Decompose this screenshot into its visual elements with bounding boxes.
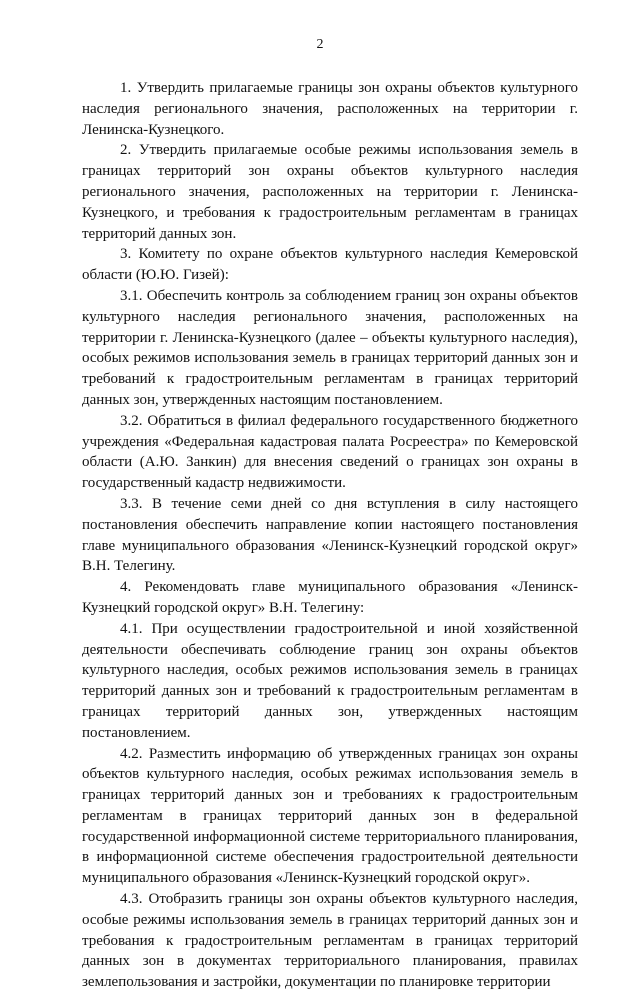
paragraph-1: 1. Утвердить прилагаемые границы зон охраны объектов культурного наследия регионального значения, расположенных на территории г. Ленинска-Кузнецкого.	[82, 80, 578, 138]
paragraph-4-2: 4.2. Разместить информацию об утвержденных границах зон охраны объектов культурного наследия, особых режимах использования земель в границах территорий данных зон и требованиях к градостроительным регламентам в границах территорий данных зон в федеральной государственной информационной системе территориального планирования, в информационной системе обеспечения градостроительной деятельности муниципального образования «Ленинск-Кузнецкий городской округ».	[82, 745, 578, 887]
paragraph-3-2: 3.2. Обратиться в филиал федерального государственного бюджетного учреждения «Федеральная кадастровая палата Росреестра» по Кемеровской области (А.Ю. Занкин) для внесения сведений о границах зон охраны в государственный кадастр недвижимости.	[82, 412, 578, 492]
paragraph-2: 2. Утвердить прилагаемые особые режимы использования земель в границах территорий зон охраны объектов культурного наследия регионального значения, расположенных на территории г. Ленинска-Кузнецкого, и требования к градостроительным регламентам в границах территорий данных зон.	[82, 142, 578, 242]
paragraph-3-3: 3.3. В течение семи дней со дня вступления в силу настоящего постановления обеспечить направление копии настоящего постановления главе муниципального образования «Ленинск-Кузнецкий городской округ» В.Н. Телегину.	[82, 495, 578, 575]
paragraph-4-3: 4.3. Отобразить границы зон охраны объектов культурного наследия, особые режимы использования земель в границах территорий данных зон и требования к градостроительным регламентам в границах территорий данных зон в документах территориального планирования, правилах землепользования и застройки, документации по планировке территории	[82, 891, 578, 991]
page-number: 2	[316, 37, 324, 52]
paragraph-4-1: 4.1. При осуществлении градостроительной и иной хозяйственной деятельности обеспечивать соблюдение границ зон охраны объектов культурного наследия, особых режимов использования земель в границах территорий данных зон и требований к градостроительным регламентам в границах территорий данных зон, утвержденных настоящим постановлением.	[82, 620, 578, 741]
paragraph-3: 3. Комитету по охране объектов культурного наследия Кемеровской области (Ю.Ю. Гизей):	[82, 246, 578, 284]
paragraph-3-1: 3.1. Обеспечить контроль за соблюдением границ зон охраны объектов культурного наследия регионального значения, расположенных на территории г. Ленинска-Кузнецкого (далее – объекты культурного наследия), особых режимов использования земель в границах территорий данных зон и требований к градостроительным регламентам в границах территорий данных зон, утвержденных настоящим постановлением.	[82, 287, 578, 408]
paragraph-4: 4. Рекомендовать главе муниципального образования «Ленинск-Кузнецкий городской округ» В.Н. Телегину:	[82, 579, 578, 616]
